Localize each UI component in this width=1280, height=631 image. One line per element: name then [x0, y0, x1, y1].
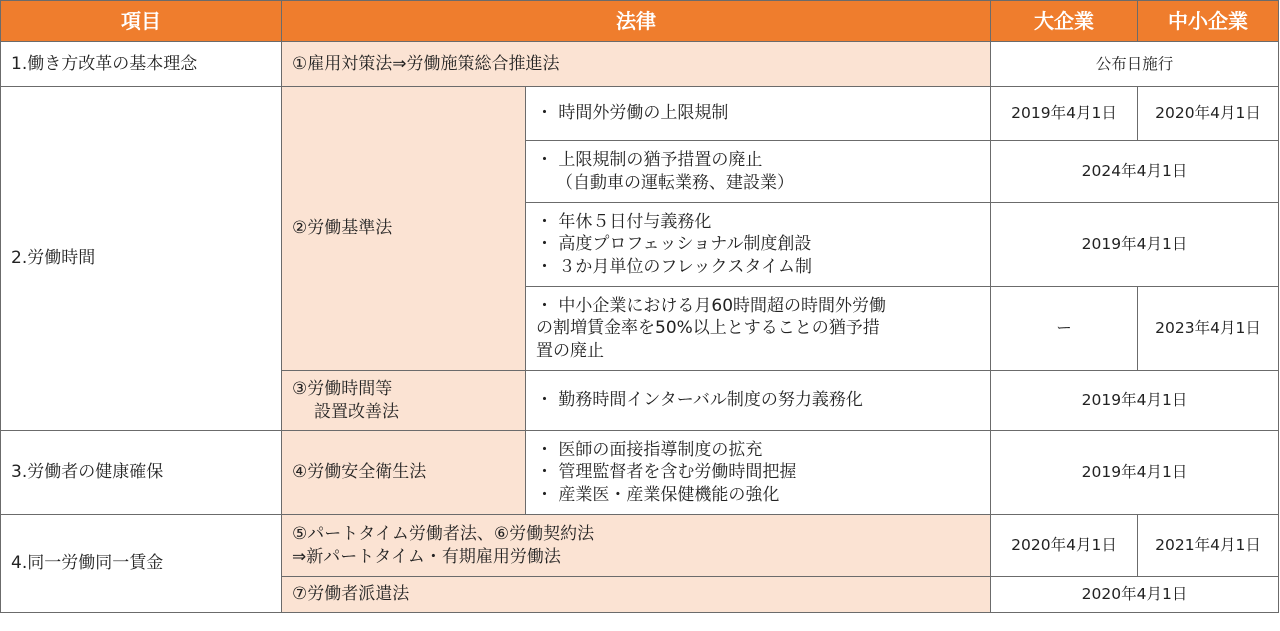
- law-cell: ①雇用対策法⇒労働施策総合推進法: [282, 42, 991, 87]
- header-law: 法律: [282, 1, 991, 42]
- detail-cell: [526, 141, 991, 203]
- law-cell: [282, 371, 526, 431]
- table-row: [1, 515, 1279, 577]
- date-cell: 2019年4月1日: [991, 371, 1279, 431]
- detail-cell: ・ 勤務時間インターバル制度の努力義務化: [526, 371, 991, 431]
- item-cell: 3.労働者の健康確保: [1, 431, 282, 515]
- detail-line: の割増賃金率を50%以上とすることの猶予措: [536, 318, 880, 339]
- detail-line: ・ 上限規制の猶予措置の廃止: [536, 150, 763, 171]
- header-large-company: 大企業: [991, 1, 1138, 42]
- table-row: [1, 87, 1279, 141]
- item-cell: 2.労働時間: [1, 87, 282, 431]
- item-cell: 4.同一労働同一賃金: [1, 515, 282, 613]
- date-cell: 公布日施行: [991, 42, 1279, 87]
- detail-line: （自動車の運転業務、建設業）: [556, 172, 794, 193]
- detail-line: ・ 高度プロフェッショナル制度創設: [536, 234, 812, 255]
- item-cell: 1.働き方改革の基本理念: [1, 42, 282, 87]
- law-cell: ②労働基準法: [282, 87, 526, 371]
- detail-line: ・ 医師の面接指導制度の拡充: [536, 440, 763, 461]
- detail-cell: [526, 203, 991, 287]
- detail-line: ・ 管理監督者を含む労働時間把握: [536, 462, 797, 483]
- detail-line: ・ 中小企業における月60時間超の時間外労働: [536, 296, 887, 317]
- date-cell: 2024年4月1日: [991, 141, 1279, 203]
- table-row: [1, 431, 1279, 515]
- detail-cell: ・ 時間外労働の上限規制: [526, 87, 991, 141]
- law-line: ⑤パートタイム労働者法、⑥労働契約法: [292, 524, 595, 545]
- date-large-cell: ー: [991, 287, 1138, 371]
- date-large-cell: 2020年4月1日: [991, 515, 1138, 577]
- date-sme-cell: 2023年4月1日: [1138, 287, 1279, 371]
- law-line: ⇒新パートタイム・有期雇用労働法: [292, 546, 561, 567]
- header-item: 項目: [1, 1, 282, 42]
- detail-line: 置の廃止: [536, 340, 604, 361]
- detail-line: ・ ３か月単位のフレックスタイム制: [536, 256, 813, 277]
- law-line: 設置改善法: [314, 401, 399, 422]
- table-row: [1, 42, 1279, 87]
- law-cell: ④労働安全衛生法: [282, 431, 526, 515]
- detail-cell: [526, 287, 991, 371]
- date-cell: 2019年4月1日: [991, 203, 1279, 287]
- header-sme: 中小企業: [1138, 1, 1279, 42]
- detail-line: ・ 年休５日付与義務化: [536, 212, 712, 233]
- date-sme-cell: 2020年4月1日: [1138, 87, 1279, 141]
- header-row: [1, 1, 1279, 42]
- date-large-cell: 2019年4月1日: [991, 87, 1138, 141]
- law-cell: [282, 515, 991, 577]
- law-line: ③労働時間等: [292, 379, 393, 400]
- date-sme-cell: 2021年4月1日: [1138, 515, 1279, 577]
- law-cell: ⑦労働者派遣法: [282, 577, 991, 613]
- detail-cell: [526, 431, 991, 515]
- detail-line: ・ 産業医・産業保健機能の強化: [536, 484, 780, 505]
- date-cell: 2020年4月1日: [991, 577, 1279, 613]
- date-cell: 2019年4月1日: [991, 431, 1279, 515]
